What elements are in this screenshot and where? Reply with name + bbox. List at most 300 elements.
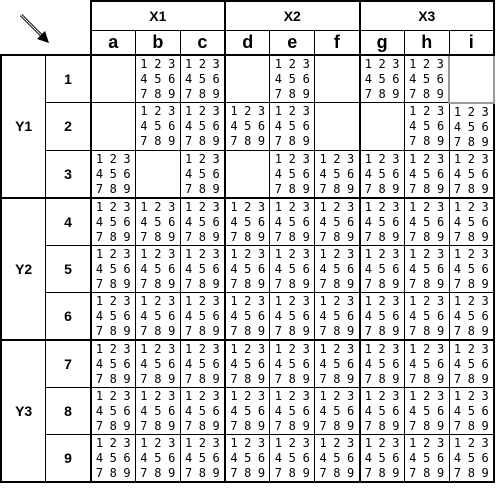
candidate-digit: 2 bbox=[154, 199, 162, 214]
row-header-3: 3 bbox=[46, 150, 91, 198]
candidate-grid bbox=[405, 293, 449, 339]
cell-1b[interactable] bbox=[135, 55, 180, 103]
candidate-digit: 9 bbox=[257, 276, 266, 291]
candidate-digit: 2 bbox=[288, 341, 296, 356]
candidate-digit: 6 bbox=[481, 450, 489, 465]
candidate-digit: 1 bbox=[364, 388, 372, 403]
cell-8a[interactable] bbox=[91, 387, 136, 434]
candidate-digit: 4 bbox=[453, 450, 462, 465]
candidate-grid bbox=[405, 56, 448, 102]
candidate-digit: 1 bbox=[453, 435, 462, 450]
candidate-digit: 3 bbox=[123, 246, 131, 261]
candidate-digit: 4 bbox=[95, 308, 104, 323]
cell-1d[interactable] bbox=[225, 55, 270, 103]
candidate-digit: 5 bbox=[244, 450, 252, 465]
cell-6b[interactable] bbox=[135, 292, 180, 340]
candidate-digit: 1 bbox=[140, 388, 148, 403]
candidate-digit: 5 bbox=[154, 403, 162, 418]
candidate-digit: 4 bbox=[409, 261, 417, 276]
cell-7c[interactable] bbox=[180, 340, 225, 388]
candidate-digit: 6 bbox=[168, 450, 176, 465]
candidate-digit: 5 bbox=[378, 356, 386, 371]
cell-5f[interactable] bbox=[315, 245, 360, 292]
candidate-digit: 8 bbox=[288, 465, 296, 480]
cell-2b[interactable] bbox=[135, 103, 180, 151]
cell-3b[interactable] bbox=[135, 150, 180, 198]
candidate-digit: 8 bbox=[198, 181, 207, 196]
cell-8g[interactable] bbox=[360, 387, 405, 434]
candidate-digit: 9 bbox=[392, 465, 400, 480]
candidate-digit: 2 bbox=[333, 435, 341, 450]
cell-8c[interactable] bbox=[180, 387, 225, 434]
cell-1e[interactable] bbox=[270, 55, 315, 103]
candidate-digit: 8 bbox=[378, 371, 386, 386]
candidate-digit: 7 bbox=[453, 181, 462, 196]
candidate-digit: 4 bbox=[140, 119, 148, 133]
cell-1g[interactable] bbox=[360, 55, 405, 103]
cell-2d[interactable] bbox=[225, 103, 270, 151]
candidate-digit: 7 bbox=[319, 276, 327, 291]
cell-4e[interactable] bbox=[270, 198, 315, 246]
cell-8d[interactable] bbox=[225, 387, 270, 434]
cell-9f[interactable] bbox=[315, 434, 360, 482]
candidate-digit: 4 bbox=[140, 450, 148, 465]
candidate-digit: 7 bbox=[230, 323, 238, 338]
candidate-grid bbox=[270, 435, 314, 481]
candidate-grid bbox=[450, 435, 493, 481]
candidate-digit: 8 bbox=[378, 181, 386, 196]
candidate-digit: 2 bbox=[154, 341, 162, 356]
candidate-digit: 4 bbox=[95, 403, 104, 418]
candidate-digit: 3 bbox=[257, 246, 266, 261]
cell-1a[interactable] bbox=[91, 55, 136, 103]
candidate-digit: 2 bbox=[154, 246, 162, 261]
candidate-digit: 8 bbox=[288, 323, 296, 338]
candidate-digit: 7 bbox=[319, 371, 327, 386]
candidate-grid bbox=[181, 246, 224, 292]
cell-7g[interactable] bbox=[360, 340, 405, 388]
cell-9i[interactable] bbox=[449, 434, 494, 482]
cell-3a[interactable] bbox=[91, 150, 136, 198]
cell-6g[interactable] bbox=[360, 292, 405, 340]
candidate-digit: 3 bbox=[168, 435, 176, 450]
candidate-digit: 7 bbox=[95, 323, 104, 338]
candidate-digit: 1 bbox=[409, 57, 417, 71]
candidate-digit: 3 bbox=[212, 341, 220, 356]
cell-5h[interactable] bbox=[404, 245, 449, 292]
candidate-digit: 3 bbox=[437, 151, 445, 166]
candidate-digit: 4 bbox=[319, 261, 327, 276]
candidate-grid bbox=[226, 341, 269, 387]
candidate-digit: 1 bbox=[140, 104, 148, 118]
candidate-digit: 4 bbox=[274, 119, 282, 133]
candidate-digit: 8 bbox=[423, 371, 431, 386]
candidate-digit: 1 bbox=[185, 293, 193, 308]
candidate-digit: 8 bbox=[244, 465, 252, 480]
candidate-digit: 6 bbox=[392, 261, 400, 276]
candidate-digit: 7 bbox=[95, 276, 104, 291]
candidate-digit: 9 bbox=[302, 371, 310, 386]
candidate-grid bbox=[136, 341, 180, 387]
candidate-digit: 5 bbox=[244, 403, 252, 418]
candidate-digit: 1 bbox=[364, 199, 372, 214]
cell-4h[interactable] bbox=[404, 198, 449, 246]
candidate-digit: 6 bbox=[392, 308, 400, 323]
candidate-digit: 9 bbox=[302, 87, 310, 101]
cell-2i[interactable] bbox=[449, 103, 494, 151]
candidate-digit: 6 bbox=[346, 356, 355, 371]
candidate-digit: 2 bbox=[288, 104, 296, 118]
candidate-digit: 4 bbox=[409, 119, 417, 133]
candidate-digit: 7 bbox=[95, 371, 104, 386]
candidate-digit: 4 bbox=[453, 214, 462, 229]
cell-8h[interactable] bbox=[404, 387, 449, 434]
candidate-digit: 7 bbox=[230, 418, 238, 433]
cell-5e[interactable] bbox=[270, 245, 315, 292]
candidate-digit: 8 bbox=[244, 134, 252, 148]
candidate-digit: 1 bbox=[453, 293, 462, 308]
candidate-digit: 6 bbox=[212, 72, 220, 86]
candidate-digit: 7 bbox=[274, 134, 282, 148]
candidate-digit: 9 bbox=[481, 229, 489, 244]
cell-4f[interactable] bbox=[315, 198, 360, 246]
cell-3d[interactable] bbox=[225, 150, 270, 198]
candidate-digit: 1 bbox=[409, 341, 417, 356]
candidate-digit: 2 bbox=[378, 151, 386, 166]
cell-8e[interactable] bbox=[270, 387, 315, 434]
candidate-digit: 6 bbox=[437, 308, 445, 323]
cell-6a[interactable] bbox=[91, 292, 136, 340]
cell-2h[interactable] bbox=[404, 103, 449, 151]
cell-9g[interactable] bbox=[360, 434, 405, 482]
row-group-y2: Y2 bbox=[1, 198, 46, 340]
candidate-digit: 4 bbox=[364, 72, 372, 86]
candidate-grid bbox=[361, 293, 404, 339]
candidate-digit: 8 bbox=[109, 323, 117, 338]
candidate-grid bbox=[226, 199, 269, 245]
cell-9c[interactable] bbox=[180, 434, 225, 482]
candidate-digit: 5 bbox=[378, 450, 386, 465]
candidate-digit: 1 bbox=[95, 341, 104, 356]
candidate-digit: 2 bbox=[198, 246, 207, 261]
cell-9a[interactable] bbox=[91, 434, 136, 482]
candidate-digit: 6 bbox=[257, 450, 266, 465]
candidate-digit: 2 bbox=[244, 388, 252, 403]
candidate-digit: 3 bbox=[302, 293, 310, 308]
cell-3g[interactable] bbox=[360, 150, 405, 198]
cell-4i[interactable] bbox=[449, 198, 494, 246]
candidate-digit: 8 bbox=[154, 134, 162, 148]
cell-2c[interactable] bbox=[180, 103, 225, 151]
candidate-grid bbox=[226, 246, 269, 292]
candidate-digit: 6 bbox=[302, 214, 310, 229]
candidate-digit: 2 bbox=[288, 293, 296, 308]
cell-5b[interactable] bbox=[135, 245, 180, 292]
candidate-digit: 7 bbox=[230, 371, 238, 386]
candidate-digit: 3 bbox=[481, 435, 489, 450]
candidate-digit: 5 bbox=[423, 214, 431, 229]
cell-2g[interactable] bbox=[360, 103, 405, 151]
cell-4a[interactable] bbox=[91, 198, 136, 246]
candidate-digit: 2 bbox=[198, 199, 207, 214]
candidate-digit: 7 bbox=[364, 418, 372, 433]
candidate-digit: 7 bbox=[274, 229, 282, 244]
candidate-digit: 5 bbox=[154, 261, 162, 276]
candidate-digit: 2 bbox=[109, 435, 117, 450]
candidate-digit: 1 bbox=[95, 435, 104, 450]
candidate-digit: 3 bbox=[302, 151, 310, 166]
cell-5a[interactable] bbox=[91, 245, 136, 292]
candidate-digit: 3 bbox=[481, 388, 489, 403]
cell-6d[interactable] bbox=[225, 292, 270, 340]
candidate-digit: 6 bbox=[392, 403, 400, 418]
candidate-digit: 3 bbox=[346, 388, 355, 403]
candidate-digit: 5 bbox=[109, 214, 117, 229]
cell-5c[interactable] bbox=[180, 245, 225, 292]
candidate-digit: 5 bbox=[154, 356, 162, 371]
candidate-digit: 1 bbox=[453, 104, 462, 119]
candidate-digit: 8 bbox=[198, 323, 207, 338]
candidate-digit: 4 bbox=[274, 166, 282, 181]
cell-8b[interactable] bbox=[135, 387, 180, 434]
cell-4c[interactable] bbox=[180, 198, 225, 246]
candidate-digit: 4 bbox=[230, 308, 238, 323]
candidate-digit: 2 bbox=[422, 57, 431, 71]
candidate-grid bbox=[226, 435, 269, 481]
cell-7h[interactable] bbox=[404, 340, 449, 388]
candidate-digit: 3 bbox=[392, 293, 400, 308]
candidate-digit: 4 bbox=[364, 356, 372, 371]
cell-1i[interactable] bbox=[449, 55, 494, 103]
candidate-digit: 3 bbox=[346, 151, 355, 166]
candidate-digit: 1 bbox=[95, 388, 104, 403]
candidate-digit: 6 bbox=[346, 450, 355, 465]
candidate-digit: 8 bbox=[333, 323, 341, 338]
candidate-digit: 5 bbox=[467, 119, 475, 134]
candidate-digit: 4 bbox=[453, 166, 462, 181]
candidate-digit: 4 bbox=[364, 450, 372, 465]
candidate-digit: 8 bbox=[423, 229, 431, 244]
cell-8f[interactable] bbox=[315, 387, 360, 434]
candidate-digit: 4 bbox=[185, 356, 193, 371]
candidate-digit: 1 bbox=[409, 246, 417, 261]
cell-5g[interactable] bbox=[360, 245, 405, 292]
candidate-digit: 7 bbox=[185, 181, 193, 196]
cell-5d[interactable] bbox=[225, 245, 270, 292]
candidate-digit: 7 bbox=[140, 229, 148, 244]
candidate-digit: 3 bbox=[212, 388, 220, 403]
column-header-i: i bbox=[449, 30, 494, 55]
column-group-x1: X1 bbox=[91, 1, 225, 30]
cell-4b[interactable] bbox=[135, 198, 180, 246]
cell-7d[interactable] bbox=[225, 340, 270, 388]
cell-4d[interactable] bbox=[225, 198, 270, 246]
candidate-digit: 7 bbox=[364, 276, 372, 291]
candidate-digit: 3 bbox=[437, 199, 445, 214]
candidate-digit: 2 bbox=[109, 199, 117, 214]
candidate-digit: 1 bbox=[185, 151, 193, 166]
candidate-digit: 8 bbox=[423, 276, 431, 291]
cell-9e[interactable] bbox=[270, 434, 315, 482]
cell-3h[interactable] bbox=[404, 150, 449, 198]
candidate-digit: 5 bbox=[154, 308, 162, 323]
candidate-digit: 6 bbox=[302, 261, 310, 276]
candidate-digit: 3 bbox=[123, 341, 131, 356]
candidate-digit: 1 bbox=[409, 388, 417, 403]
cell-7a[interactable] bbox=[91, 340, 136, 388]
column-header-e: e bbox=[270, 30, 315, 55]
candidate-digit: 4 bbox=[409, 166, 417, 181]
cell-1c[interactable] bbox=[180, 55, 225, 103]
candidate-grid bbox=[181, 435, 224, 481]
candidate-grid bbox=[226, 388, 269, 434]
candidate-digit: 6 bbox=[123, 261, 131, 276]
row-header-7: 7 bbox=[46, 340, 91, 388]
candidate-digit: 7 bbox=[274, 87, 282, 101]
candidate-digit: 8 bbox=[154, 371, 162, 386]
candidate-digit: 5 bbox=[244, 308, 252, 323]
candidate-digit: 3 bbox=[437, 388, 445, 403]
column-header-f: f bbox=[315, 30, 360, 55]
cell-2a[interactable] bbox=[91, 103, 136, 151]
candidate-digit: 2 bbox=[198, 435, 207, 450]
candidate-digit: 1 bbox=[185, 341, 193, 356]
candidate-digit: 6 bbox=[392, 166, 400, 181]
candidate-digit: 4 bbox=[185, 119, 193, 133]
candidate-digit: 7 bbox=[274, 465, 282, 480]
candidate-digit: 7 bbox=[140, 87, 148, 101]
candidate-grid bbox=[315, 151, 358, 197]
cell-9h[interactable] bbox=[404, 434, 449, 482]
candidate-digit: 1 bbox=[274, 151, 282, 166]
candidate-digit: 5 bbox=[288, 261, 296, 276]
candidate-digit: 7 bbox=[230, 276, 238, 291]
candidate-digit: 6 bbox=[346, 214, 355, 229]
cell-6h[interactable] bbox=[404, 292, 449, 340]
candidate-digit: 8 bbox=[333, 181, 341, 196]
candidate-digit: 9 bbox=[168, 229, 176, 244]
candidate-digit: 1 bbox=[319, 151, 327, 166]
cell-2f[interactable] bbox=[315, 103, 360, 151]
candidate-grid bbox=[450, 199, 493, 245]
candidate-digit: 6 bbox=[302, 166, 310, 181]
cell-3e[interactable] bbox=[270, 150, 315, 198]
candidate-digit: 4 bbox=[364, 166, 372, 181]
cell-3c[interactable] bbox=[180, 150, 225, 198]
cell-1f[interactable] bbox=[315, 55, 360, 103]
cell-6i[interactable] bbox=[449, 292, 494, 340]
candidate-grid bbox=[450, 293, 493, 339]
cell-3f[interactable] bbox=[315, 150, 360, 198]
candidate-digit: 6 bbox=[123, 214, 131, 229]
candidate-digit: 8 bbox=[288, 276, 296, 291]
candidate-grid bbox=[92, 435, 135, 481]
candidate-digit: 3 bbox=[392, 57, 400, 71]
candidate-digit: 6 bbox=[212, 403, 220, 418]
candidate-digit: 5 bbox=[333, 403, 341, 418]
candidate-digit: 9 bbox=[302, 323, 310, 338]
candidate-digit: 8 bbox=[378, 87, 386, 101]
candidate-digit: 7 bbox=[409, 276, 417, 291]
row-header-6: 6 bbox=[46, 292, 91, 340]
candidate-digit: 2 bbox=[198, 57, 207, 71]
candidate-digit: 4 bbox=[230, 450, 238, 465]
candidate-digit: 3 bbox=[168, 246, 176, 261]
cell-4g[interactable] bbox=[360, 198, 405, 246]
candidate-digit: 6 bbox=[392, 356, 400, 371]
candidate-digit: 9 bbox=[168, 418, 176, 433]
cell-8i[interactable] bbox=[449, 387, 494, 434]
candidate-digit: 5 bbox=[109, 450, 117, 465]
row-header-9: 9 bbox=[46, 434, 91, 482]
cell-9d[interactable] bbox=[225, 434, 270, 482]
candidate-digit: 8 bbox=[244, 323, 252, 338]
candidate-digit: 9 bbox=[168, 87, 176, 101]
candidate-digit: 8 bbox=[378, 465, 386, 480]
candidate-digit: 3 bbox=[257, 104, 266, 118]
candidate-digit: 7 bbox=[409, 323, 417, 338]
candidate-digit: 9 bbox=[212, 87, 220, 101]
candidate-digit: 4 bbox=[319, 166, 327, 181]
candidate-digit: 4 bbox=[453, 308, 462, 323]
candidate-digit: 8 bbox=[244, 229, 252, 244]
cell-7e[interactable] bbox=[270, 340, 315, 388]
cell-9b[interactable] bbox=[135, 434, 180, 482]
candidate-digit: 1 bbox=[274, 435, 282, 450]
candidate-digit: 5 bbox=[244, 261, 252, 276]
candidate-digit: 7 bbox=[364, 371, 372, 386]
candidate-digit: 2 bbox=[467, 104, 475, 119]
row-header-8: 8 bbox=[46, 387, 91, 434]
cell-7f[interactable] bbox=[315, 340, 360, 388]
column-header-a: a bbox=[91, 30, 136, 55]
candidate-digit: 6 bbox=[481, 214, 489, 229]
candidate-digit: 2 bbox=[467, 435, 475, 450]
candidate-digit: 8 bbox=[333, 371, 341, 386]
cell-6c[interactable] bbox=[180, 292, 225, 340]
cell-6f[interactable] bbox=[315, 292, 360, 340]
candidate-digit: 6 bbox=[302, 72, 310, 86]
cell-2e[interactable] bbox=[270, 103, 315, 151]
candidate-digit: 2 bbox=[378, 435, 386, 450]
candidate-digit: 9 bbox=[392, 371, 400, 386]
candidate-grid bbox=[405, 103, 449, 149]
cell-7i[interactable] bbox=[449, 340, 494, 388]
candidate-digit: 3 bbox=[212, 57, 220, 71]
cell-5i[interactable] bbox=[449, 245, 494, 292]
candidate-digit: 3 bbox=[257, 293, 266, 308]
candidate-digit: 5 bbox=[288, 356, 296, 371]
candidate-grid bbox=[361, 435, 404, 481]
candidate-grid bbox=[136, 293, 180, 339]
cell-7b[interactable] bbox=[135, 340, 180, 388]
candidate-digit: 5 bbox=[333, 356, 341, 371]
candidate-digit: 2 bbox=[423, 293, 431, 308]
candidate-digit: 8 bbox=[333, 229, 341, 244]
candidate-grid bbox=[405, 151, 449, 197]
candidate-digit: 1 bbox=[274, 388, 282, 403]
candidate-digit: 9 bbox=[123, 465, 131, 480]
candidate-digit: 7 bbox=[185, 371, 193, 386]
cell-3i[interactable] bbox=[449, 150, 494, 198]
candidate-digit: 5 bbox=[333, 166, 341, 181]
cell-1h[interactable] bbox=[404, 55, 449, 103]
candidate-grid bbox=[315, 246, 358, 292]
candidate-digit: 3 bbox=[346, 199, 355, 214]
candidate-digit: 9 bbox=[257, 371, 266, 386]
candidate-digit: 3 bbox=[437, 293, 445, 308]
cell-6e[interactable] bbox=[270, 292, 315, 340]
